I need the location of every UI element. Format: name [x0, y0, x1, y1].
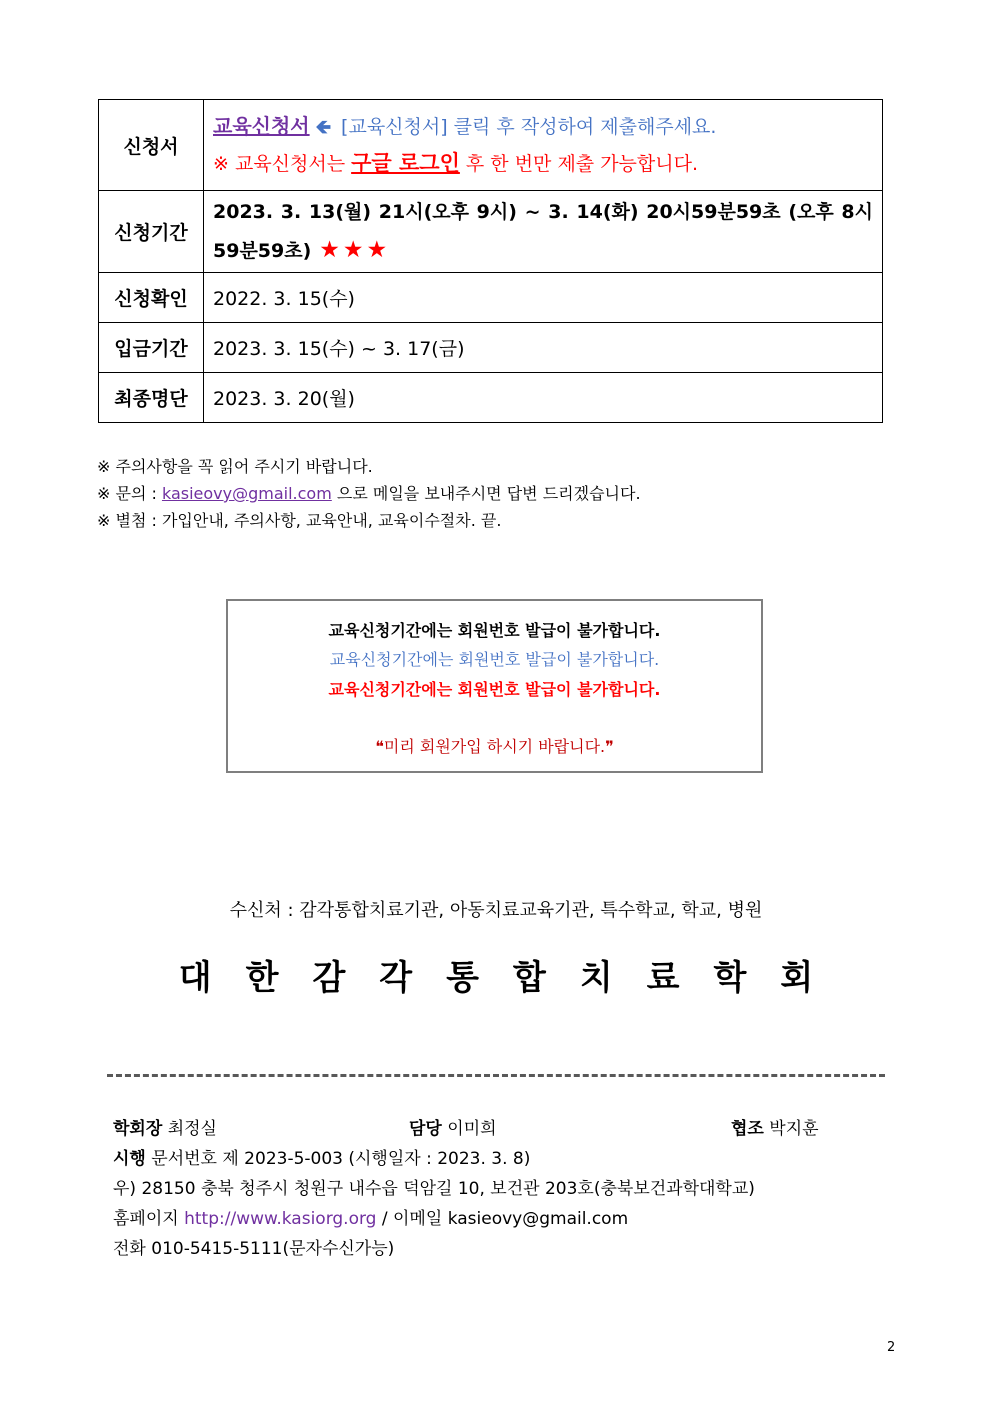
payment-value: 2023. 3. 15(수) ~ 3. 17(금): [204, 323, 883, 373]
table-row-confirm: [99, 273, 883, 323]
form-instruction: [교육신청서] 클릭 후 작성하여 제출해주세요.: [341, 116, 717, 138]
period-text: 2023. 3. 13(월) 21시(오후 9시) ~ 3. 14(화) 20시59분59초 (오후 8시59분59초): [213, 201, 873, 262]
president-name: 최정실: [167, 1119, 217, 1139]
email-label: / 이메일: [376, 1209, 448, 1229]
page-number: 2: [887, 1340, 896, 1355]
application-form-link[interactable]: 교육신청서: [213, 114, 310, 138]
label-payment: 입금기간: [99, 323, 204, 373]
manager-label: 담당: [409, 1119, 442, 1139]
president-label: 학회장: [113, 1119, 163, 1139]
recipients: 수신처 : 감각통합치료기관, 아동치료교육기관, 특수학교, 학교, 병원: [229, 900, 763, 921]
enforcement-line: [113, 1144, 833, 1174]
footer: [113, 1114, 833, 1264]
google-login-text: 구글 로그인: [351, 151, 460, 175]
president: [113, 1114, 217, 1144]
star-icon: ★★★: [319, 237, 391, 263]
notice-line-blue: 교육신청기간에는 회원번호 발급이 불가합니다.: [329, 650, 660, 669]
label-confirm: 신청확인: [99, 273, 204, 323]
form-note-prefix: ※ 교육신청서는: [213, 153, 352, 175]
form-note-line: [213, 145, 873, 182]
form-link-line: [213, 108, 873, 145]
note-inquiry-prefix: ※ 문의 :: [97, 484, 162, 503]
table-row-payment: [99, 323, 883, 373]
address-line: 우) 28150 충북 청주시 청원구 내수읍 덕암길 10, 보건관 203호(충북보건과학대학교): [113, 1179, 755, 1199]
manager: [409, 1114, 497, 1144]
manager-name: 이미희: [447, 1119, 497, 1139]
note-inquiry: [97, 480, 641, 507]
table-row-period: [99, 191, 883, 273]
table-row-form: [99, 100, 883, 191]
label-form: 신청서: [99, 100, 204, 191]
homepage-label: 홈페이지: [113, 1209, 179, 1229]
homepage-line: [113, 1204, 833, 1234]
coop-label: 협조: [731, 1119, 764, 1139]
final-value: 2023. 3. 20(월): [204, 373, 883, 423]
arrow-left-icon: 🡸: [315, 116, 332, 138]
notice-line-black: 교육신청기간에는 회원번호 발급이 불가합니다.: [328, 621, 661, 640]
society-name: 대한감각통합치료학회: [178, 958, 848, 998]
enforce-text: 문서번호 제 2023-5-003 (시행일자 : 2023. 3. 8): [151, 1149, 531, 1169]
signature-row: [113, 1114, 833, 1144]
application-table: [98, 99, 883, 423]
dashed-divider: [107, 1074, 885, 1077]
note-inquiry-suffix: 으로 메일을 보내주시면 답변 드리겠습니다.: [331, 484, 641, 503]
period-cell: [204, 191, 883, 273]
label-final: 최종명단: [99, 373, 204, 423]
form-note-suffix: 후 한 번만 제출 가능합니다.: [459, 153, 699, 175]
label-period: 신청기간: [99, 191, 204, 273]
footer-email: kasieovy@gmail.com: [447, 1209, 629, 1229]
form-cell: [204, 100, 883, 191]
inquiry-email-link[interactable]: kasieovy@gmail.com: [161, 484, 332, 503]
cooperation: [731, 1114, 819, 1144]
notes: [97, 453, 641, 534]
period-value: [213, 193, 873, 270]
enforce-label: 시행: [113, 1149, 146, 1169]
notice-line-red: 교육신청기간에는 회원번호 발급이 불가합니다.: [328, 680, 661, 699]
coop-name: 박지훈: [769, 1119, 819, 1139]
confirm-value: 2022. 3. 15(수): [204, 273, 883, 323]
notice-box: [226, 599, 763, 773]
note-attachments: ※ 별첨 : 가입안내, 주의사항, 교육안내, 교육이수절차. 끝.: [97, 511, 502, 530]
phone-line: 전화 010-5415-5111(문자수신가능): [113, 1239, 395, 1259]
notice-signup-reminder: ❝미리 회원가입 하시기 바랍니다.❞: [375, 737, 614, 756]
note-caution: ※ 주의사항을 꼭 읽어 주시기 바랍니다.: [97, 457, 373, 476]
table-row-final: [99, 373, 883, 423]
homepage-link[interactable]: http://www.kasiorg.org: [184, 1209, 377, 1229]
